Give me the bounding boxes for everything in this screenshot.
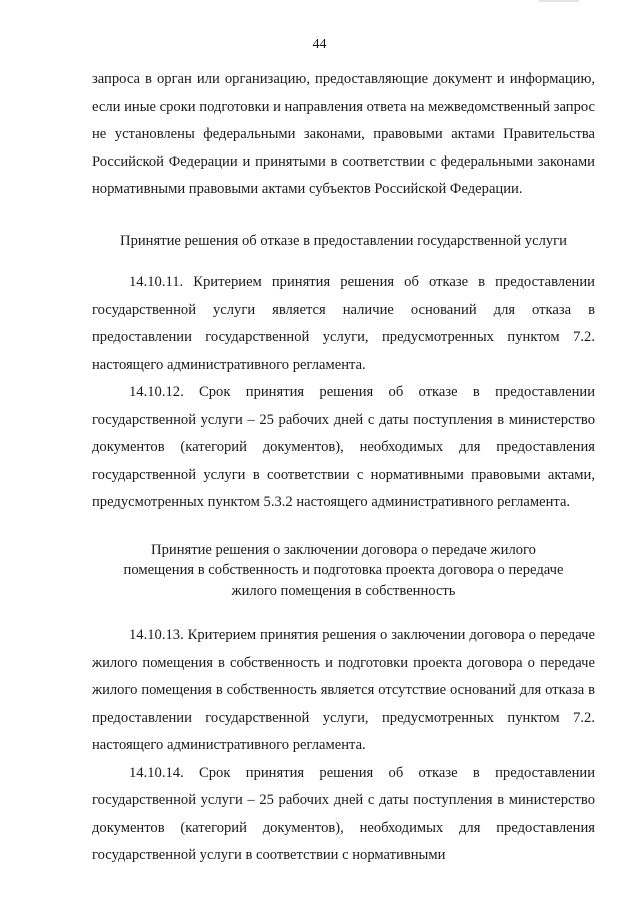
- paragraph-continuation: запроса в орган или организацию, предоставляющие документ и информацию, если иные сроки подготовки и направления ответа на межведомственный запрос не установлены федеральными законами, правовыми актами Правительства Российской Федерации и принятыми в соответствии с федеральными законами нормативными правовыми актами субъектов Российской Федерации.: [92, 71, 595, 197]
- paragraph-14-10-13: 14.10.13. Критерием принятия решения о заключении договора о передаче жилого помещения в собственность и подготовки проекта договора о передаче жилого помещения в собственность является отсутствие оснований для отказа в предоставлении государственной услуги, предусмотренных пунктом 7.2. настоящего административного регламента.: [92, 627, 595, 753]
- paragraph-14-10-14: 14.10.14. Срок принятия решения об отказе в предоставлении государственной услуги – 25 рабочих дней с даты поступления в министерство документов (категорий документов), необходимых для предоставления государственной услуги в соответствии с нормативными: [92, 764, 595, 863]
- section-heading-contract-decision: Принятие решения о заключении договора о передаче жилого помещения в собственность и подготовка проекта договора о передаче жилого помещения в собственность: [123, 541, 564, 599]
- scan-artifact: [539, 0, 579, 2]
- page-number: 44: [312, 37, 327, 52]
- paragraph-14-10-12: 14.10.12. Срок принятия решения об отказе в предоставлении государственной услуги – 25 рабочих дней с даты поступления в министерство документов (категорий документов), необходимых для предоставления государственной услуги в соответствии с нормативными правовыми актами, предусмотренных пунктом 5.3.2 настоящего административного регламента.: [92, 384, 595, 510]
- section-heading-refusal-decision: Принятие решения об отказе в предоставлении государственной услуги: [120, 232, 567, 249]
- paragraph-14-10-11: 14.10.11. Критерием принятия решения об отказе в предоставлении государственной услуги является наличие оснований для отказа в предоставлении государственной услуги, предусмотренных пунктом 7.2. настоящего административного регламента.: [92, 274, 595, 373]
- document-body: [92, 66, 595, 870]
